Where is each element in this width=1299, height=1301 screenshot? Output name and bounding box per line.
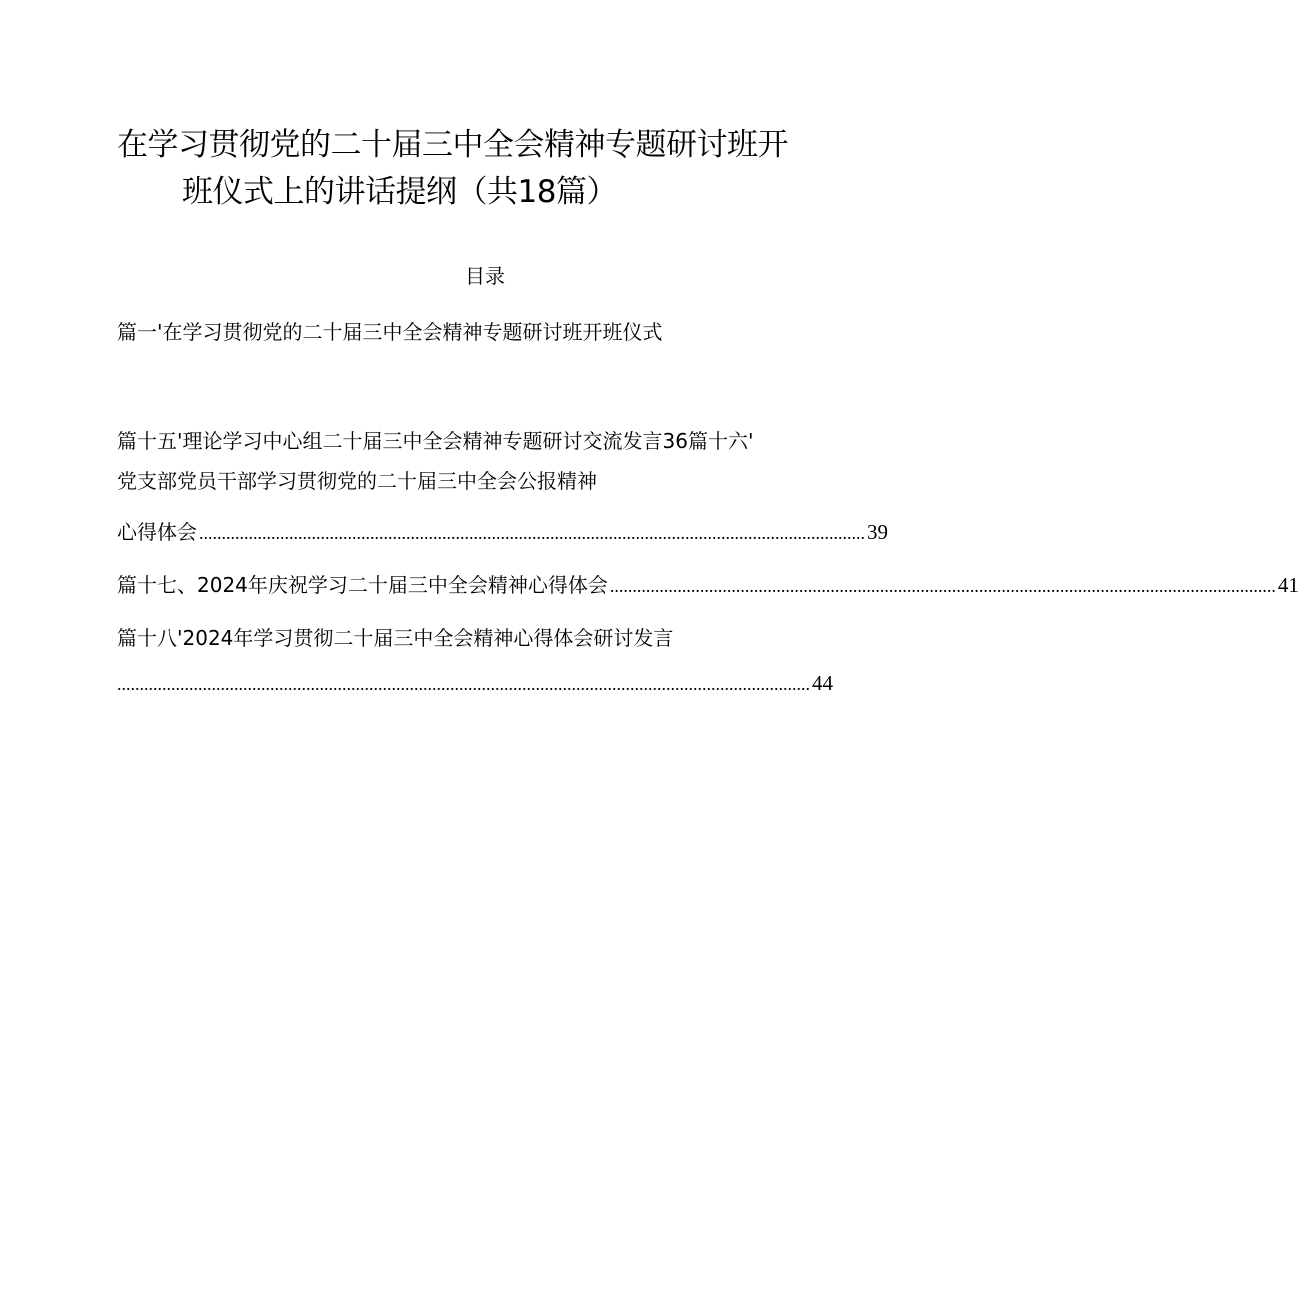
toc-leader-dots: .................................................................................................................................................... — [609, 576, 1276, 596]
toc-leader-dots: .................................................................................................................................................... — [199, 523, 865, 543]
toc-leader-dots: .......................................................................................................................................................... — [117, 674, 810, 694]
toc-entry-text: 篇十八'2024年学习贯彻二十届三中全会精神心得体会研讨发言 — [117, 626, 674, 650]
toc-entry-text: 篇十七、2024年庆祝学习二十届三中全会精神心得体会 — [117, 573, 608, 597]
toc-heading: 目录 — [465, 264, 505, 288]
toc-page-number: 41 — [1277, 573, 1299, 597]
document-title-line-1: 在学习贯彻党的二十届三中全会精神专题研讨班开 — [117, 127, 788, 163]
toc-entry-16-line-2[interactable] — [117, 518, 888, 547]
toc-page-number: 44 — [812, 671, 833, 695]
toc-entry-15[interactable] — [117, 427, 817, 455]
toc-entry-16-line-1[interactable] — [117, 467, 817, 495]
toc-page-number: 39 — [867, 520, 888, 544]
toc-entry-17[interactable] — [117, 571, 1299, 600]
toc-entry-text: 心得体会 — [117, 520, 197, 544]
toc-entry-18-line-2[interactable] — [117, 669, 833, 698]
toc-entry-text: 篇一'在学习贯彻党的二十届三中全会精神专题研讨班开班仪式 — [117, 320, 663, 344]
toc-entry-text: 党支部党员干部学习贯彻党的二十届三中全会公报精神 — [117, 469, 597, 493]
toc-entry-1[interactable] — [117, 318, 817, 346]
document-title-line-2: 班仪式上的讲话提纲（共18篇） — [182, 174, 617, 210]
toc-entry-18-line-1[interactable] — [117, 624, 817, 652]
toc-entry-text: 篇十五'理论学习中心组二十届三中全会精神专题研讨交流发言36篇十六' — [117, 429, 754, 453]
